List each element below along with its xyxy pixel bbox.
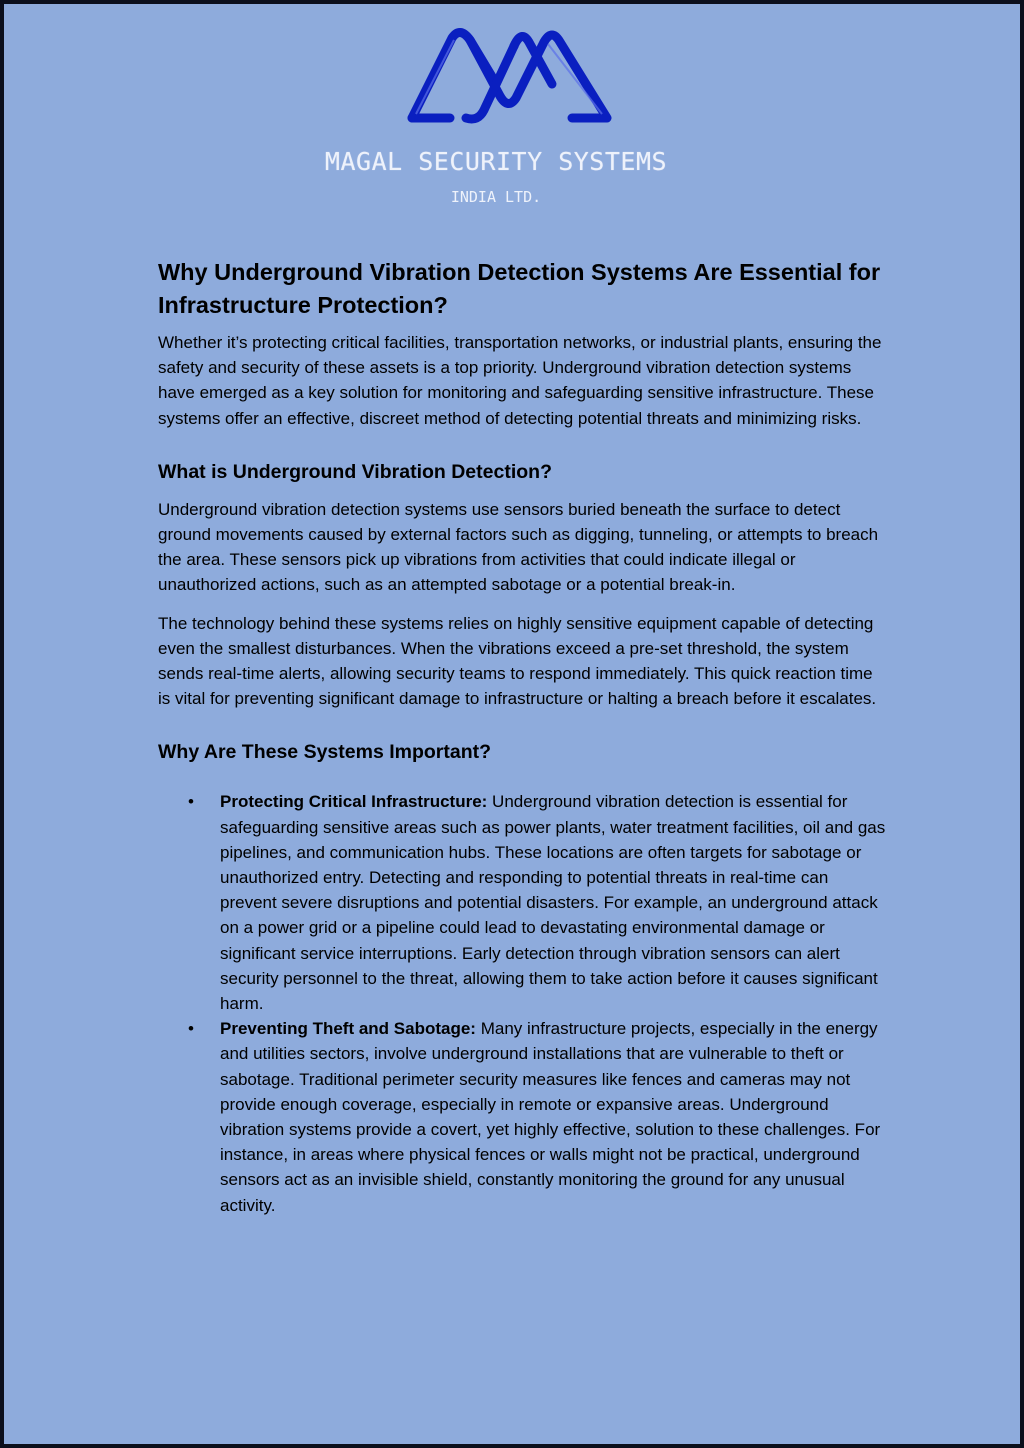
article-title: Why Underground Vibration Detection Systems Are Essential for Infrastructure Protection? <box>158 259 881 318</box>
section-heading-why-important: Why Are These Systems Important? <box>158 741 492 764</box>
list-item-text: Underground vibration detection is essential for safeguarding sensitive areas such as power plants, water treatment facilities, oil and gas pipelines, and communication hubs. These locations are often targets for sabotage or unauthorized entry. Detecting and responding to potential threats in real-time can prevent severe disruptions and potential disasters. For example, an underground attack on a power grid or a pipeline could lead to devastating environmental damage or significant service interruptions. Early detection through vibration sensors can alert security personnel to the threat, allowing them to take action before it causes significant harm. <box>220 792 886 1014</box>
list-item-title: Protecting Critical Infrastructure: <box>220 792 488 812</box>
list-item-text: Many infrastructure projects, especially in the energy and utilities sectors, involve underground installations that are vulnerable to theft or sabotage. Traditional perimeter security measures like fences and cameras may not provide enough coverage, especially in remote or expansive areas. Underground vibration systems provide a covert, yet highly effective, solution to these challenges. For instance, in areas where physical fences or walls might not be practical, underground sensors act as an invisible shield, constantly monitoring the ground for any unusual activity. <box>220 1019 881 1215</box>
bullet-list <box>158 789 888 1217</box>
company-logo <box>4 18 1020 136</box>
brand-subname: INDIA LTD. <box>450 188 542 206</box>
list-item <box>158 1016 888 1218</box>
bullet-icon: • <box>188 1019 194 1039</box>
section-paragraph: Underground vibration detection systems use sensors buried beneath the surface to detect ground movements caused by external factors such as digging, tunneling, or attempts to breach the area. These sensors pick up vibrations from activities that could indicate illegal or unauthorized actions, such as an attempted sabotage or a potential break-in. <box>158 499 879 595</box>
intro-paragraph: Whether it’s protecting critical facilities, transportation networks, or industrial plants, ensuring the safety and security of these assets is a top priority. Underground vibration detection systems have emerged as a key solution for monitoring and safeguarding sensitive infrastructure. These systems offer an effective, discreet method of detecting potential threats and minimizing risks. <box>158 333 882 428</box>
magal-logo-icon <box>402 18 622 136</box>
article-body <box>158 256 888 1218</box>
list-item-title: Preventing Theft and Sabotage: <box>220 1019 476 1039</box>
bullet-icon: • <box>188 792 194 812</box>
list-item <box>158 789 888 1016</box>
section-heading-what-is: What is Underground Vibration Detection? <box>158 460 552 483</box>
brand-name: MAGAL SECURITY SYSTEMS <box>324 147 668 176</box>
section-paragraph: The technology behind these systems relies on highly sensitive equipment capable of detecting even the smallest disturbances. When the vibrations exceed a pre-set threshold, the system sends real-time alerts, allowing security teams to respond immediately. This quick reaction time is vital for preventing significant damage to infrastructure or halting a breach before it escalates. <box>158 613 877 709</box>
